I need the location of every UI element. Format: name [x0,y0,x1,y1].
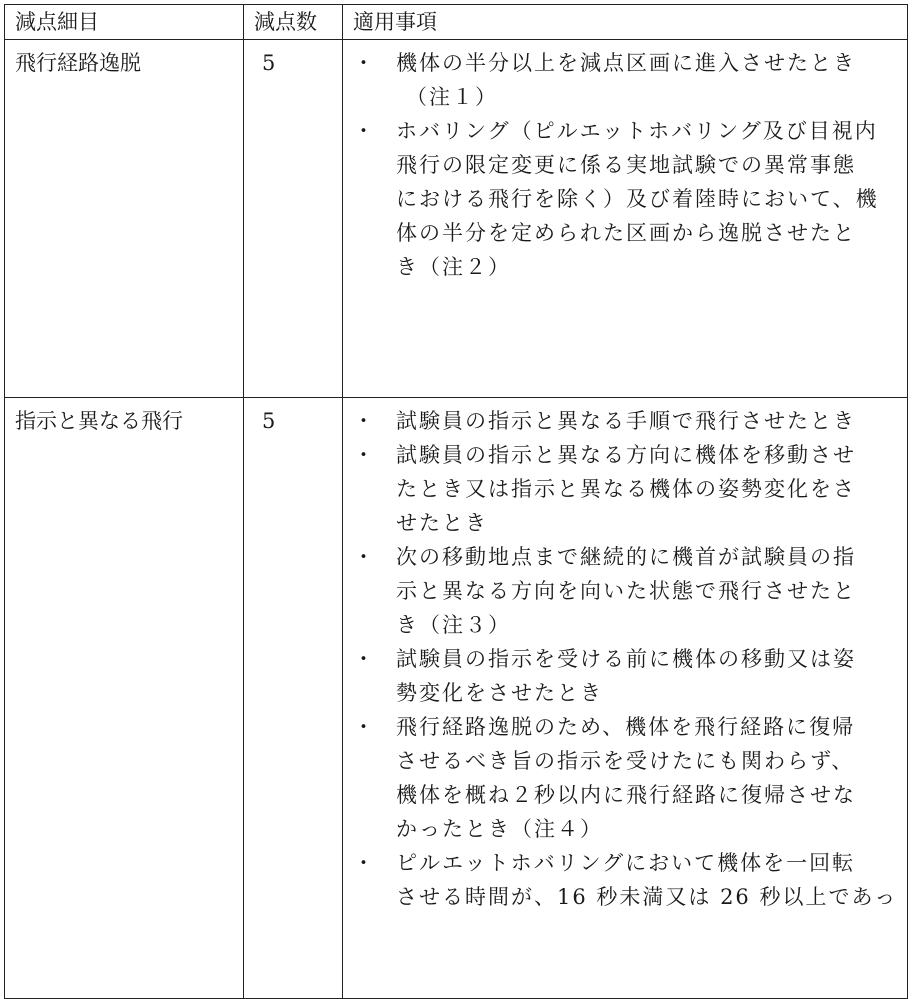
list-item [353,846,899,914]
list-item [353,46,899,114]
header-points-label: 減点数 [254,10,317,34]
item-line: たとき又は指示と異なる機体の姿勢変化をさ [396,477,856,501]
list-item [353,540,899,642]
item-line: 飛行の限定変更に係る実地試験での異常事態 [396,153,856,177]
bullet-mark: ・ [353,647,376,671]
bullet-mark: ・ [353,851,376,875]
bullet-mark: ・ [353,545,376,569]
item-line: き（注２） [396,255,511,279]
item-line: ピルエットホバリングにおいて機体を一回転 [396,851,856,875]
item-line: （注１） [406,85,498,109]
table-header-row [5,5,908,40]
item-line: せたとき [396,511,488,535]
header-application-label: 適用事項 [353,10,437,34]
application-cell [343,398,908,999]
header-detail-label: 減点細目 [15,10,99,34]
item-line: 試験員の指示と異なる手順で飛行させたとき [396,409,856,433]
bullet-mark: ・ [353,51,376,75]
table-row [5,398,908,999]
item-line: 機体の半分以上を減点区画に進入させたとき [396,51,856,75]
list-item [353,404,899,438]
item-line: かったとき（注４） [396,817,603,841]
item-line: させる時間が、16 秒未満又は 26 秒以上であっ [396,885,898,909]
application-list [343,398,907,914]
item-line: 試験員の指示と異なる方向に機体を移動させ [396,443,856,467]
detail-text: 指示と異なる飛行 [15,409,183,433]
header-cell-application [343,5,908,40]
item-line: 次の移動地点まで継続的に機首が試験員の指 [396,545,856,569]
list-item [353,642,899,710]
points-value: 5 [262,51,276,75]
item-line: 機体を概ね２秒以内に飛行経路に復帰させな [396,783,856,807]
item-line: 試験員の指示を受ける前に機体の移動又は姿 [396,647,856,671]
detail-cell [5,398,244,999]
item-line: き（注３） [396,613,511,637]
header-cell-points [244,5,343,40]
item-line: 示と異なる方向を向いた状態で飛行させたと [396,579,856,603]
item-line: させるべき旨の指示を受けたにも関わらず、 [396,749,855,773]
table-row [5,40,908,398]
list-item [353,114,899,284]
bullet-mark: ・ [353,409,376,433]
detail-text: 飛行経路逸脱 [15,51,141,75]
application-list [343,40,907,284]
application-cell [343,40,908,398]
list-item [353,710,899,846]
bullet-mark: ・ [353,119,376,143]
item-line: ホバリング（ピルエットホバリング及び目視内 [396,119,878,143]
list-item [353,438,899,540]
detail-cell [5,40,244,398]
points-value: 5 [262,409,276,433]
item-line: における飛行を除く）及び着陸時において、機 [396,187,879,211]
points-cell [244,398,343,999]
item-line: 飛行経路逸脱のため、機体を飛行経路に復帰 [396,715,856,739]
bullet-mark: ・ [353,443,376,467]
header-cell-detail [5,5,244,40]
item-line: 体の半分を定められた区画から逸脱させたと [396,221,856,245]
item-line: 勢変化をさせたとき [396,681,603,705]
points-cell [244,40,343,398]
deduction-table [4,4,908,999]
bullet-mark: ・ [353,715,376,739]
